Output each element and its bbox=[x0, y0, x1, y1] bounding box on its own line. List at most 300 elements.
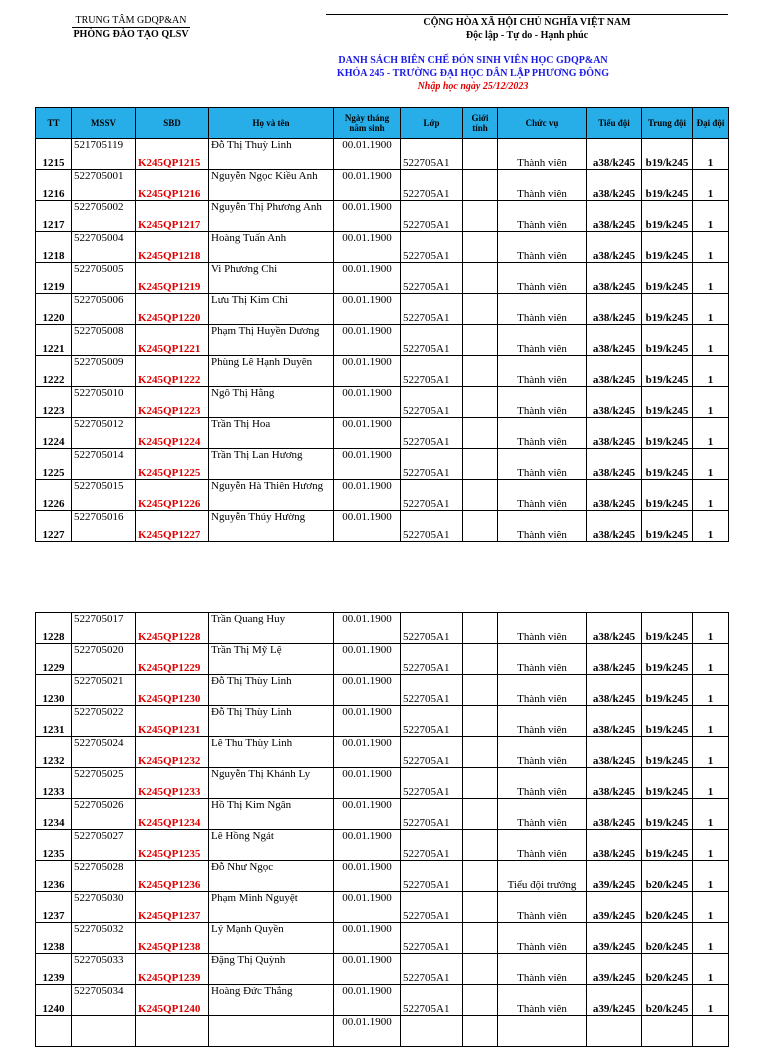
cell-tr: b19/k245 bbox=[642, 799, 693, 830]
cell-sbd: K245QP1230 bbox=[136, 675, 209, 706]
cell-td: a38/k245 bbox=[587, 830, 642, 861]
table-row bbox=[36, 356, 729, 387]
cell-cv: Thành viên bbox=[498, 985, 587, 1016]
cell-gt bbox=[463, 954, 498, 985]
cell-dob: 00.01.1900 bbox=[334, 923, 401, 954]
column-header-mssv: MSSV bbox=[72, 108, 136, 139]
cell-sbd: K245QP1237 bbox=[136, 892, 209, 923]
cell-sbd: K245QP1220 bbox=[136, 294, 209, 325]
cell-sbd: K245QP1228 bbox=[136, 613, 209, 644]
cell-td: a38/k245 bbox=[587, 387, 642, 418]
cell-gt bbox=[463, 356, 498, 387]
cell-sbd: K245QP1234 bbox=[136, 799, 209, 830]
cell-name: Trần Quang Huy bbox=[209, 613, 334, 644]
cell-cv: Thành viên bbox=[498, 480, 587, 511]
cell-dob: 00.01.1900 bbox=[334, 294, 401, 325]
cell-dob: 00.01.1900 bbox=[334, 201, 401, 232]
cell-name: Trần Thị Hoa bbox=[209, 418, 334, 449]
cell-tt: 1235 bbox=[36, 830, 72, 861]
cell-lop: 522705A1 bbox=[401, 861, 463, 892]
table-row bbox=[36, 1016, 729, 1047]
org-header bbox=[36, 14, 226, 41]
cell-mssv: 522705021 bbox=[72, 675, 136, 706]
cell-name: Lưu Thị Kim Chi bbox=[209, 294, 334, 325]
cell-name: Đỗ Thị Thuỳ Linh bbox=[209, 139, 334, 170]
cell-gt bbox=[463, 675, 498, 706]
cell-dd: 1 bbox=[693, 263, 729, 294]
cell-sbd: K245QP1227 bbox=[136, 511, 209, 542]
cell-tt: 1216 bbox=[36, 170, 72, 201]
cell-dob: 00.01.1900 bbox=[334, 325, 401, 356]
cell-tt: 1221 bbox=[36, 325, 72, 356]
cell-dob: 00.01.1900 bbox=[334, 985, 401, 1016]
cell-td: a39/k245 bbox=[587, 985, 642, 1016]
cell-name: Trần Thị Lan Hương bbox=[209, 449, 334, 480]
cell-dob: 00.01.1900 bbox=[334, 1016, 401, 1047]
cell-td: a38/k245 bbox=[587, 706, 642, 737]
cell-dob: 00.01.1900 bbox=[334, 613, 401, 644]
cell-td: a38/k245 bbox=[587, 356, 642, 387]
cell-dob: 00.01.1900 bbox=[334, 892, 401, 923]
cell-tt: 1238 bbox=[36, 923, 72, 954]
cell-lop: 522705A1 bbox=[401, 263, 463, 294]
cell-mssv: 522705033 bbox=[72, 954, 136, 985]
cell-gt bbox=[463, 294, 498, 325]
cell-tt: 1233 bbox=[36, 768, 72, 799]
cell-td: a38/k245 bbox=[587, 170, 642, 201]
table-row bbox=[36, 923, 729, 954]
cell-dob: 00.01.1900 bbox=[334, 706, 401, 737]
cell-td: a38/k245 bbox=[587, 737, 642, 768]
cell-gt bbox=[463, 737, 498, 768]
cell-dd: 1 bbox=[693, 675, 729, 706]
cell-mssv: 522705014 bbox=[72, 449, 136, 480]
cell-dob: 00.01.1900 bbox=[334, 768, 401, 799]
cell-gt bbox=[463, 768, 498, 799]
cell-name: Ngô Thị Hằng bbox=[209, 387, 334, 418]
cell-gt bbox=[463, 511, 498, 542]
cell-gt bbox=[463, 139, 498, 170]
cell-lop: 522705A1 bbox=[401, 294, 463, 325]
cell-mssv: 522705024 bbox=[72, 737, 136, 768]
cell-cv: Thành viên bbox=[498, 170, 587, 201]
cell-cv: Thành viên bbox=[498, 387, 587, 418]
cell-gt bbox=[463, 644, 498, 675]
cell-lop: 522705A1 bbox=[401, 830, 463, 861]
cell-tr: b19/k245 bbox=[642, 325, 693, 356]
cell-gt bbox=[463, 449, 498, 480]
table-row bbox=[36, 861, 729, 892]
cell-tr: b19/k245 bbox=[642, 139, 693, 170]
cell-cv: Thành viên bbox=[498, 139, 587, 170]
cell-mssv: 522705002 bbox=[72, 201, 136, 232]
cell-tr: b19/k245 bbox=[642, 511, 693, 542]
table-row bbox=[36, 170, 729, 201]
cell-dob: 00.01.1900 bbox=[334, 387, 401, 418]
cell-tt: 1228 bbox=[36, 613, 72, 644]
cell-dob: 00.01.1900 bbox=[334, 139, 401, 170]
cell-tt: 1215 bbox=[36, 139, 72, 170]
cell-dd: 1 bbox=[693, 418, 729, 449]
cell-dd: 1 bbox=[693, 511, 729, 542]
cell-gt bbox=[463, 1016, 498, 1047]
column-header-sbd: SBD bbox=[136, 108, 209, 139]
cell-mssv: 522705009 bbox=[72, 356, 136, 387]
cell-tr: b19/k245 bbox=[642, 737, 693, 768]
cell-mssv: 521705119 bbox=[72, 139, 136, 170]
cell-mssv: 522705005 bbox=[72, 263, 136, 294]
cell-tr: b19/k245 bbox=[642, 675, 693, 706]
title-line-2: KHÓA 245 - TRƯỜNG ĐẠI HỌC DÂN LẬP PHƯƠNG ĐÔNG bbox=[336, 68, 610, 79]
cell-dd: 1 bbox=[693, 923, 729, 954]
table-row bbox=[36, 263, 729, 294]
cell-sbd: K245QP1238 bbox=[136, 923, 209, 954]
cell-mssv: 522705030 bbox=[72, 892, 136, 923]
cell-mssv: 522705022 bbox=[72, 706, 136, 737]
cell-dob: 00.01.1900 bbox=[334, 861, 401, 892]
cell-gt bbox=[463, 923, 498, 954]
cell-gt bbox=[463, 263, 498, 294]
cell-tr: b19/k245 bbox=[642, 263, 693, 294]
cell-tt: 1227 bbox=[36, 511, 72, 542]
cell-cv: Thành viên bbox=[498, 675, 587, 706]
cell-sbd: K245QP1219 bbox=[136, 263, 209, 294]
column-header-lop: Lớp bbox=[401, 108, 463, 139]
cell-tt: 1236 bbox=[36, 861, 72, 892]
cell-sbd: K245QP1215 bbox=[136, 139, 209, 170]
table-row bbox=[36, 644, 729, 675]
cell-tr: b19/k245 bbox=[642, 294, 693, 325]
cell-name: Hồ Thị Kim Ngân bbox=[209, 799, 334, 830]
cell-lop: 522705A1 bbox=[401, 613, 463, 644]
cell-dd: 1 bbox=[693, 325, 729, 356]
column-header-tt: TT bbox=[36, 108, 72, 139]
cell-dob: 00.01.1900 bbox=[334, 675, 401, 706]
cell-sbd: K245QP1225 bbox=[136, 449, 209, 480]
cell-lop: 522705A1 bbox=[401, 892, 463, 923]
cell-td: a39/k245 bbox=[587, 892, 642, 923]
cell-tt: 1232 bbox=[36, 737, 72, 768]
cell-td: a38/k245 bbox=[587, 480, 642, 511]
cell-name: Đỗ Như Ngọc bbox=[209, 861, 334, 892]
table-row bbox=[36, 449, 729, 480]
cell-td: a38/k245 bbox=[587, 449, 642, 480]
cell-tt: 1218 bbox=[36, 232, 72, 263]
cell-sbd: K245QP1233 bbox=[136, 768, 209, 799]
cell-sbd: K245QP1222 bbox=[136, 356, 209, 387]
cell-name: Đặng Thị Quỳnh bbox=[209, 954, 334, 985]
cell-tr: b19/k245 bbox=[642, 480, 693, 511]
cell-lop: 522705A1 bbox=[401, 356, 463, 387]
cell-tr: b19/k245 bbox=[642, 768, 693, 799]
table-row bbox=[36, 830, 729, 861]
cell-mssv: 522705025 bbox=[72, 768, 136, 799]
cell-gt bbox=[463, 201, 498, 232]
cell-cv: Thành viên bbox=[498, 418, 587, 449]
cell-sbd: K245QP1217 bbox=[136, 201, 209, 232]
cell-sbd: K245QP1223 bbox=[136, 387, 209, 418]
cell-gt bbox=[463, 170, 498, 201]
cell-dd: 1 bbox=[693, 294, 729, 325]
cell-name: Đỗ Thị Thùy Linh bbox=[209, 706, 334, 737]
title-line-1: DANH SÁCH BIÊN CHẾ ĐÓN SINH VIÊN HỌC GDQP&AN bbox=[338, 55, 608, 66]
cell-dd: 1 bbox=[693, 644, 729, 675]
cell-sbd: K245QP1232 bbox=[136, 737, 209, 768]
cell-mssv: 522705016 bbox=[72, 511, 136, 542]
cell-dob: 00.01.1900 bbox=[334, 511, 401, 542]
cell-tt: 1224 bbox=[36, 418, 72, 449]
cell-name: Nguyễn Hà Thiên Hương bbox=[209, 480, 334, 511]
cell-tr: b19/k245 bbox=[642, 706, 693, 737]
cell-tr: b20/k245 bbox=[642, 923, 693, 954]
org-name: TRUNG TÂM GDQP&AN bbox=[72, 14, 191, 28]
column-header-gt: Giới tính bbox=[463, 108, 498, 139]
cell-sbd: K245QP1231 bbox=[136, 706, 209, 737]
cell-dd: 1 bbox=[693, 170, 729, 201]
cell-lop: 522705A1 bbox=[401, 675, 463, 706]
cell-dd: 1 bbox=[693, 861, 729, 892]
table-row bbox=[36, 511, 729, 542]
cell-tt: 1239 bbox=[36, 954, 72, 985]
department-name: PHÒNG ĐÀO TẠO QLSV bbox=[73, 29, 189, 40]
cell-tr: b19/k245 bbox=[642, 201, 693, 232]
cell-tt: 1234 bbox=[36, 799, 72, 830]
cell-tt: 1229 bbox=[36, 644, 72, 675]
cell-mssv bbox=[72, 1016, 136, 1047]
cell-tt: 1231 bbox=[36, 706, 72, 737]
table-row bbox=[36, 737, 729, 768]
cell-td: a38/k245 bbox=[587, 232, 642, 263]
cell-gt bbox=[463, 985, 498, 1016]
table-row bbox=[36, 232, 729, 263]
cell-gt bbox=[463, 387, 498, 418]
cell-td: a38/k245 bbox=[587, 418, 642, 449]
cell-mssv: 522705026 bbox=[72, 799, 136, 830]
cell-td: a38/k245 bbox=[587, 799, 642, 830]
table-row bbox=[36, 418, 729, 449]
cell-cv: Thành viên bbox=[498, 263, 587, 294]
cell-sbd: K245QP1239 bbox=[136, 954, 209, 985]
cell-gt bbox=[463, 613, 498, 644]
student-table-1 bbox=[35, 107, 729, 542]
cell-tt: 1222 bbox=[36, 356, 72, 387]
cell-sbd: K245QP1216 bbox=[136, 170, 209, 201]
cell-gt bbox=[463, 480, 498, 511]
cell-dd: 1 bbox=[693, 706, 729, 737]
column-header-dob: Ngày tháng năm sinh bbox=[334, 108, 401, 139]
cell-td bbox=[587, 1016, 642, 1047]
cell-gt bbox=[463, 861, 498, 892]
table-row bbox=[36, 985, 729, 1016]
cell-dd: 1 bbox=[693, 356, 729, 387]
cell-sbd: K245QP1226 bbox=[136, 480, 209, 511]
cell-name: Phạm Minh Nguyệt bbox=[209, 892, 334, 923]
cell-tt: 1220 bbox=[36, 294, 72, 325]
cell-lop: 522705A1 bbox=[401, 644, 463, 675]
cell-td: a38/k245 bbox=[587, 139, 642, 170]
document-title bbox=[300, 54, 646, 93]
table-row bbox=[36, 799, 729, 830]
cell-dd: 1 bbox=[693, 232, 729, 263]
cell-cv bbox=[498, 1016, 587, 1047]
cell-sbd: K245QP1221 bbox=[136, 325, 209, 356]
cell-tr: b19/k245 bbox=[642, 449, 693, 480]
table-row bbox=[36, 706, 729, 737]
cell-lop: 522705A1 bbox=[401, 923, 463, 954]
table-row bbox=[36, 613, 729, 644]
cell-cv: Thành viên bbox=[498, 830, 587, 861]
table-row bbox=[36, 675, 729, 706]
cell-lop: 522705A1 bbox=[401, 201, 463, 232]
cell-cv: Thành viên bbox=[498, 954, 587, 985]
table-row bbox=[36, 892, 729, 923]
cell-td: a38/k245 bbox=[587, 644, 642, 675]
cell-td: a39/k245 bbox=[587, 861, 642, 892]
cell-cv: Thành viên bbox=[498, 325, 587, 356]
cell-name: Vi Phương Chi bbox=[209, 263, 334, 294]
cell-lop: 522705A1 bbox=[401, 737, 463, 768]
title-line-3: Nhập học ngày 25/12/2023 bbox=[417, 81, 529, 92]
cell-name: Trần Thị Mỹ Lệ bbox=[209, 644, 334, 675]
country-motto: CỘNG HÒA XÃ HỘI CHỦ NGHĨA VIỆT NAM bbox=[326, 14, 728, 29]
cell-tr: b19/k245 bbox=[642, 613, 693, 644]
cell-name: Phùng Lê Hạnh Duyên bbox=[209, 356, 334, 387]
cell-dd: 1 bbox=[693, 985, 729, 1016]
cell-tt bbox=[36, 1016, 72, 1047]
cell-tt: 1240 bbox=[36, 985, 72, 1016]
column-header-cv: Chức vụ bbox=[498, 108, 587, 139]
cell-tt: 1219 bbox=[36, 263, 72, 294]
cell-dob: 00.01.1900 bbox=[334, 799, 401, 830]
cell-dob: 00.01.1900 bbox=[334, 418, 401, 449]
motto-sub: Độc lập - Tự do - Hạnh phúc bbox=[465, 30, 589, 41]
cell-name: Đỗ Thị Thùy Linh bbox=[209, 675, 334, 706]
cell-dd: 1 bbox=[693, 201, 729, 232]
cell-lop: 522705A1 bbox=[401, 954, 463, 985]
cell-lop: 522705A1 bbox=[401, 387, 463, 418]
cell-mssv: 522705027 bbox=[72, 830, 136, 861]
cell-tr: b19/k245 bbox=[642, 830, 693, 861]
cell-lop: 522705A1 bbox=[401, 768, 463, 799]
cell-sbd: K245QP1229 bbox=[136, 644, 209, 675]
cell-name: Lý Mạnh Quyền bbox=[209, 923, 334, 954]
cell-lop: 522705A1 bbox=[401, 511, 463, 542]
cell-dd bbox=[693, 1016, 729, 1047]
cell-td: a38/k245 bbox=[587, 511, 642, 542]
cell-tr: b20/k245 bbox=[642, 861, 693, 892]
cell-dob: 00.01.1900 bbox=[334, 263, 401, 294]
cell-gt bbox=[463, 799, 498, 830]
cell-dd: 1 bbox=[693, 768, 729, 799]
cell-mssv: 522705034 bbox=[72, 985, 136, 1016]
cell-dd: 1 bbox=[693, 613, 729, 644]
cell-dob: 00.01.1900 bbox=[334, 449, 401, 480]
cell-name: Nguyễn Thị Khánh Ly bbox=[209, 768, 334, 799]
cell-sbd: K245QP1224 bbox=[136, 418, 209, 449]
cell-lop: 522705A1 bbox=[401, 985, 463, 1016]
cell-cv: Thành viên bbox=[498, 294, 587, 325]
cell-cv: Thành viên bbox=[498, 737, 587, 768]
cell-dd: 1 bbox=[693, 892, 729, 923]
cell-td: a38/k245 bbox=[587, 768, 642, 799]
column-header-dd: Đại đội bbox=[693, 108, 729, 139]
cell-lop: 522705A1 bbox=[401, 799, 463, 830]
cell-cv: Thành viên bbox=[498, 644, 587, 675]
cell-dob: 00.01.1900 bbox=[334, 480, 401, 511]
cell-mssv: 522705028 bbox=[72, 861, 136, 892]
cell-mssv: 522705017 bbox=[72, 613, 136, 644]
cell-tt: 1217 bbox=[36, 201, 72, 232]
cell-lop: 522705A1 bbox=[401, 325, 463, 356]
cell-tr: b19/k245 bbox=[642, 644, 693, 675]
cell-tr: b20/k245 bbox=[642, 985, 693, 1016]
cell-dob: 00.01.1900 bbox=[334, 737, 401, 768]
cell-td: a39/k245 bbox=[587, 923, 642, 954]
cell-cv: Thành viên bbox=[498, 706, 587, 737]
cell-td: a38/k245 bbox=[587, 613, 642, 644]
table-row bbox=[36, 294, 729, 325]
cell-cv: Thành viên bbox=[498, 892, 587, 923]
cell-lop: 522705A1 bbox=[401, 170, 463, 201]
cell-mssv: 522705001 bbox=[72, 170, 136, 201]
cell-gt bbox=[463, 325, 498, 356]
column-header-tr: Trung đội bbox=[642, 108, 693, 139]
cell-cv: Thành viên bbox=[498, 232, 587, 263]
cell-name: Nguyễn Ngọc Kiều Anh bbox=[209, 170, 334, 201]
cell-dob: 00.01.1900 bbox=[334, 356, 401, 387]
cell-cv: Thành viên bbox=[498, 511, 587, 542]
cell-sbd: K245QP1218 bbox=[136, 232, 209, 263]
cell-cv: Tiểu đội trưởng bbox=[498, 861, 587, 892]
cell-sbd bbox=[136, 1016, 209, 1047]
cell-name: Hoàng Đức Thắng bbox=[209, 985, 334, 1016]
student-table-2 bbox=[35, 612, 729, 1047]
cell-mssv: 522705010 bbox=[72, 387, 136, 418]
column-header-name: Họ và tên bbox=[209, 108, 334, 139]
cell-tr: b19/k245 bbox=[642, 170, 693, 201]
cell-cv: Thành viên bbox=[498, 356, 587, 387]
cell-name: Nguyễn Thị Phương Anh bbox=[209, 201, 334, 232]
table-row bbox=[36, 139, 729, 170]
cell-lop: 522705A1 bbox=[401, 480, 463, 511]
cell-dd: 1 bbox=[693, 954, 729, 985]
cell-sbd: K245QP1236 bbox=[136, 861, 209, 892]
cell-dd: 1 bbox=[693, 449, 729, 480]
cell-mssv: 522705020 bbox=[72, 644, 136, 675]
cell-cv: Thành viên bbox=[498, 923, 587, 954]
cell-cv: Thành viên bbox=[498, 449, 587, 480]
cell-tr: b19/k245 bbox=[642, 232, 693, 263]
cell-mssv: 522705006 bbox=[72, 294, 136, 325]
column-header-td: Tiểu đội bbox=[587, 108, 642, 139]
cell-gt bbox=[463, 706, 498, 737]
cell-dd: 1 bbox=[693, 387, 729, 418]
cell-dob: 00.01.1900 bbox=[334, 954, 401, 985]
cell-cv: Thành viên bbox=[498, 613, 587, 644]
cell-lop: 522705A1 bbox=[401, 139, 463, 170]
table-row bbox=[36, 480, 729, 511]
cell-sbd: K245QP1240 bbox=[136, 985, 209, 1016]
cell-mssv: 522705032 bbox=[72, 923, 136, 954]
cell-td: a39/k245 bbox=[587, 954, 642, 985]
cell-mssv: 522705012 bbox=[72, 418, 136, 449]
cell-dob: 00.01.1900 bbox=[334, 830, 401, 861]
cell-name: Lê Thu Thùy Linh bbox=[209, 737, 334, 768]
table-row bbox=[36, 325, 729, 356]
cell-cv: Thành viên bbox=[498, 799, 587, 830]
table-row bbox=[36, 954, 729, 985]
cell-gt bbox=[463, 418, 498, 449]
